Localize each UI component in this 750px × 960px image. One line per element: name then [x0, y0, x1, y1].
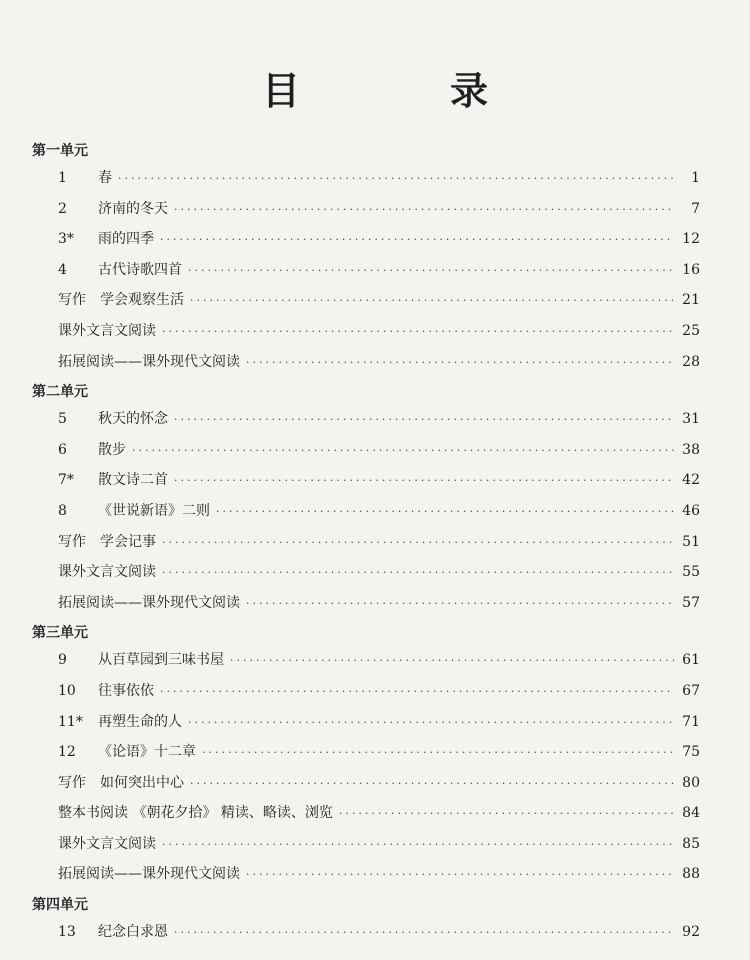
dot-leader [118, 164, 674, 195]
toc-entry[interactable] [32, 645, 700, 676]
dot-leader [132, 436, 674, 467]
page-number: 42 [682, 472, 700, 489]
page-number: 7 [691, 200, 700, 217]
page-number: 12 [682, 231, 700, 248]
page-number: 84 [682, 805, 700, 822]
lesson-title: 雨的四季 [98, 231, 154, 248]
page-number: 25 [682, 322, 700, 339]
table-of-contents [32, 136, 700, 948]
section-label: 整本书阅读 《朝花夕拾》 精读、略读、浏览 [58, 805, 333, 822]
dot-leader [160, 225, 674, 256]
page-number: 46 [682, 502, 700, 519]
dot-leader [162, 317, 674, 348]
lesson-number: 2 [58, 200, 67, 217]
unit-heading: 第三单元 [32, 625, 88, 642]
toc-entry[interactable] [32, 465, 700, 496]
dot-leader [246, 589, 674, 620]
lesson-number: 4 [58, 261, 67, 278]
page-number: 80 [682, 774, 700, 791]
lesson-title: 《论语》十二章 [98, 744, 196, 761]
lesson-number: 12 [58, 744, 76, 761]
toc-entry[interactable] [32, 917, 700, 948]
toc-entry[interactable] [32, 707, 700, 738]
section-label: 写作 学会观察生活 [58, 292, 184, 309]
toc-entry[interactable] [32, 527, 700, 558]
unit-heading: 第四单元 [32, 897, 88, 914]
page-number: 85 [682, 835, 700, 852]
section-label: 写作 如何突出中心 [58, 774, 184, 791]
dot-leader [216, 497, 674, 528]
dot-leader [188, 256, 674, 287]
lesson-number: 3* [58, 231, 74, 248]
lesson-title: 再塑生命的人 [98, 713, 182, 730]
dot-leader [174, 918, 674, 949]
page-title: 目 录 [261, 68, 544, 113]
page-number: 57 [682, 594, 700, 611]
page-number: 16 [682, 261, 700, 278]
toc-entry[interactable] [32, 316, 700, 347]
page-number: 55 [682, 564, 700, 581]
lesson-title: 从百草园到三味书屋 [98, 652, 224, 669]
section-label: 写作 学会记事 [58, 533, 156, 550]
section-label: 拓展阅读——课外现代文阅读 [58, 353, 240, 370]
section-label: 拓展阅读——课外现代文阅读 [58, 866, 240, 883]
dot-leader [202, 738, 674, 769]
dot-leader [246, 348, 674, 379]
lesson-number: 8 [58, 502, 67, 519]
page-number: 75 [682, 744, 700, 761]
lesson-title: 春 [98, 170, 112, 186]
lesson-number: 1 [58, 170, 67, 186]
dot-leader [162, 528, 674, 559]
lesson-title: 纪念白求恩 [98, 924, 168, 941]
dot-leader [230, 646, 674, 677]
toc-entry[interactable] [32, 557, 700, 588]
unit-heading: 第一单元 [32, 143, 88, 159]
lesson-title: 济南的冬天 [98, 200, 168, 217]
page-number: 21 [682, 292, 700, 309]
toc-entry[interactable] [32, 285, 700, 316]
lesson-title: 散步 [98, 441, 126, 458]
page-number: 61 [682, 652, 700, 669]
page-number: 71 [682, 713, 700, 730]
dot-leader [174, 195, 674, 226]
lesson-number: 7* [58, 472, 74, 489]
toc-entry[interactable] [32, 588, 700, 619]
page-number: 51 [682, 533, 700, 550]
lesson-number: 13 [58, 924, 76, 941]
lesson-title: 古代诗歌四首 [98, 261, 182, 278]
toc-entry[interactable] [32, 404, 700, 435]
dot-leader [174, 466, 674, 497]
lesson-title: 散文诗二首 [98, 472, 168, 489]
lesson-title: 秋天的怀念 [98, 411, 168, 428]
toc-entry[interactable] [32, 676, 700, 707]
dot-leader [188, 708, 674, 739]
page-number: 88 [682, 866, 700, 883]
lesson-title: 《世说新语》二则 [98, 502, 210, 519]
dot-leader [162, 830, 674, 861]
toc-entry[interactable] [32, 435, 700, 466]
page-number: 67 [682, 682, 700, 699]
dot-leader [246, 860, 674, 891]
dot-leader [190, 769, 674, 800]
dot-leader [190, 286, 674, 317]
toc-entry[interactable] [32, 224, 700, 255]
toc-entry[interactable] [32, 798, 700, 829]
dot-leader [162, 558, 674, 589]
toc-entry[interactable] [32, 737, 700, 768]
unit-heading: 第二单元 [32, 384, 88, 401]
toc-entry[interactable] [32, 255, 700, 286]
lesson-number: 11* [58, 713, 83, 730]
toc-entry[interactable] [32, 496, 700, 527]
lesson-number: 9 [58, 652, 67, 669]
dot-leader [174, 405, 674, 436]
toc-entry[interactable] [32, 829, 700, 860]
lesson-number: 5 [58, 411, 67, 428]
page-number: 28 [682, 353, 700, 370]
lesson-number: 10 [58, 682, 76, 699]
section-label: 拓展阅读——课外现代文阅读 [58, 594, 240, 611]
lesson-title: 往事依依 [98, 682, 154, 699]
toc-entry[interactable] [32, 859, 700, 890]
page-number: 1 [691, 170, 700, 186]
toc-entry[interactable] [32, 347, 700, 378]
page-number: 38 [682, 441, 700, 458]
section-label: 课外文言文阅读 [58, 322, 156, 339]
toc-entry[interactable] [32, 163, 700, 194]
page-number: 31 [682, 411, 700, 428]
dot-leader [339, 799, 674, 830]
section-label: 课外文言文阅读 [58, 835, 156, 852]
lesson-number: 6 [58, 441, 67, 458]
section-label: 课外文言文阅读 [58, 564, 156, 581]
dot-leader [160, 677, 674, 708]
toc-entry[interactable] [32, 194, 700, 225]
page-number: 92 [682, 924, 700, 941]
toc-entry[interactable] [32, 768, 700, 799]
